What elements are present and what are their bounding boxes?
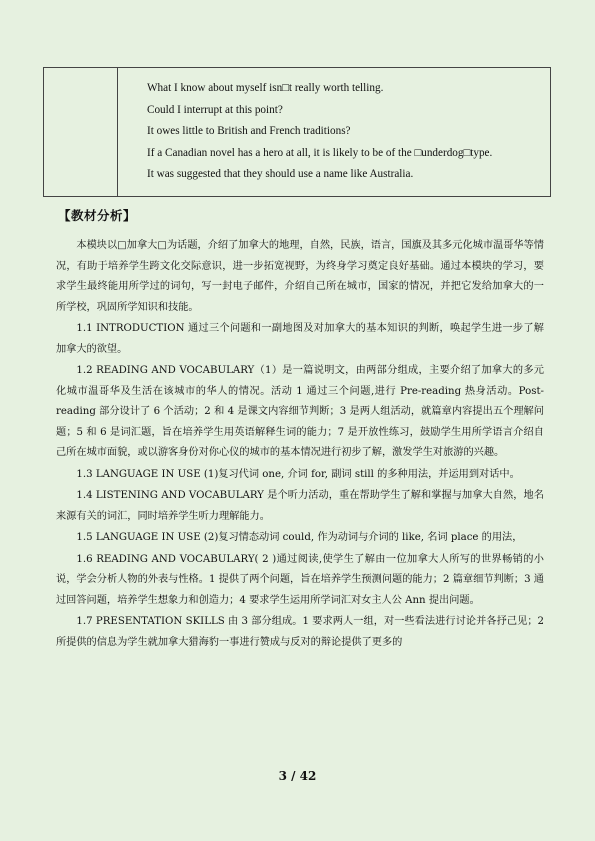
page-number: 3 / 42	[278, 769, 317, 783]
example-sentences	[147, 82, 540, 190]
example-sentence: If a Canadian novel has a hero at all, it is likely to be of the □underdog□type.	[147, 146, 493, 159]
example-sentence: It was suggested that they should use a name like Australia.	[147, 168, 414, 180]
example-sentences-table	[43, 67, 551, 197]
example-sentence: Could I interrupt at this point?	[147, 103, 283, 116]
example-sentence: It owes little to British and French traditions?	[147, 125, 351, 137]
section-heading: 【教材分析】	[58, 208, 137, 223]
table-column-divider	[117, 68, 118, 196]
example-sentence: What I know about myself isn□t really worth telling.	[147, 82, 384, 94]
paragraph: 1.7 PRESENTATION SKILLS 由 3 部分组成。1 要求两人一组，对一些看法进行讨论并各抒己见；2 所提供的信息为学生就加拿大猎海豹一事进行赞成与反对的辩论提供了更多的	[56, 616, 544, 648]
analysis-body	[56, 236, 544, 654]
paragraph: 1.1 INTRODUCTION 通过三个问题和一副地图及对加拿大的基本知识的判断，唤起学生进一步了解加拿大的欲望。	[56, 323, 544, 355]
paragraph: 本模块以□加拿大□为话题，介绍了加拿大的地理，自然，民族，语言，国旗及其多元化城市温哥华等情况，有助于培养学生跨文化交际意识，进一步拓宽视野，为终身学习奠定良好基础。通过本模块的学习，要求学生最终能用所学过的词句，写一封电子邮件，介绍自己所在城市，国家的情况，并把它发给加拿大的一所学校，巩固所学知识和技能。	[56, 240, 544, 313]
paragraph: 1.5 LANGUAGE IN USE (2)复习情态动词 could, 作为动词与介词的 like, 名词 place 的用法，	[76, 532, 523, 543]
paragraph: 1.6 READING AND VOCABULARY( 2 )通过阅读,使学生了解由一位加拿大人所写的世界畅销的小说，学会分析人物的外表与性格。1 提供了两个问题，旨在培养学生预测问题的能力；2 篇章细节判断；3 通过回答问题，培养学生想象力和创造力；4 要求学生运用所学词汇对女主人公 Ann 提出问题。	[56, 553, 544, 606]
paragraph: 1.3 LANGUAGE IN USE (1)复习代词 one, 介词 for, 副词 still 的多种用法，并运用到对话中。	[76, 468, 520, 480]
paragraph: 1.2 READING AND VOCABULARY（1）是一篇说明文，由两部分组成，主要介绍了加拿大的多元化城市温哥华及生活在该城市的华人的情况。活动 1 通过三个问题,进行 Pre-reading 热身活动。Post-reading 部分设计了 6 个活动；2 和 4 是课文内容细节判断；3 是两人组活动，就篇章内容提出五个理解问题；5 和 6 是词汇题，旨在培养学生用英语解释生词的能力；7 是开放性练习，鼓励学生用所学语言介绍自己所在城市面貌，或以游客身份对你心仪的城市的基本情况进行初步了解，激发学生对旅游的兴趣。	[56, 365, 544, 458]
paragraph: 1.4 LISTENING AND VOCABULARY 是个听力活动，重在帮助学生了解和掌握与加拿大自然，地名来源有关的词汇，同时培养学生听力理解能力。	[56, 490, 544, 522]
